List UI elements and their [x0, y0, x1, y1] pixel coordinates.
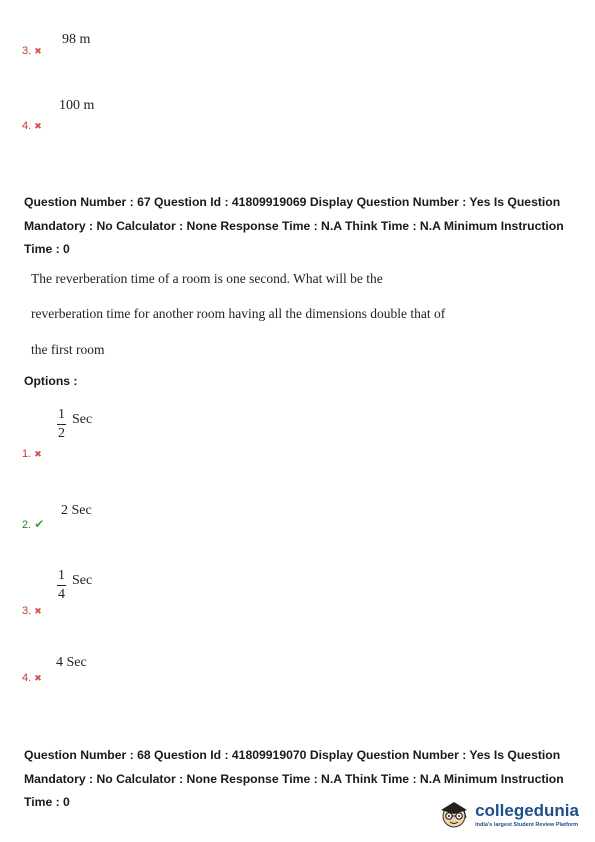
collegedunia-logo: [436, 796, 579, 832]
fraction-bar: [57, 424, 66, 425]
option-number: 4.: [22, 672, 32, 684]
options-label: Options :: [24, 374, 78, 388]
option-2-text: 2 Sec: [61, 503, 92, 518]
mascot-icon: [436, 796, 472, 832]
prev-option-4-text: 100 m: [59, 98, 95, 113]
option-number: 2.: [22, 519, 32, 531]
cross-icon: ✖: [34, 606, 42, 616]
fraction: [57, 569, 66, 602]
option-1-content: [57, 408, 92, 441]
cross-icon: ✖: [34, 449, 42, 459]
question-68-meta: Question Number : 68 Question Id : 41809919070 Display Question Number : Yes Is Question Mandatory : No Calculator : None Response Time : N.A Think Time : N.A Minimum Instruction Time : 0: [24, 748, 564, 809]
prev-option-3: [22, 41, 42, 59]
prev-option-3-text: 98 m: [62, 32, 91, 47]
option-4: [22, 668, 42, 686]
check-icon: ✔: [34, 517, 45, 531]
option-1: [22, 444, 42, 462]
option-number: 1.: [22, 448, 32, 460]
cross-icon: ✖: [34, 46, 42, 56]
option-3: [22, 601, 42, 619]
cross-icon: ✖: [34, 673, 42, 683]
option-number: 4.: [22, 120, 32, 132]
question-text-line-2: reverberation time for another room having all the dimensions double that of: [31, 306, 446, 321]
option-2: [22, 515, 44, 533]
logo-tagline: India's largest Student Review Platform: [475, 821, 579, 828]
prev-option-4: [22, 116, 42, 134]
denominator: 4: [58, 587, 65, 602]
option-4-text: 4 Sec: [56, 655, 87, 670]
option-3-content: [57, 569, 92, 602]
option-1-unit: Sec: [72, 411, 93, 427]
question-67-meta: Question Number : 67 Question Id : 41809919069 Display Question Number : Yes Is Question Mandatory : No Calculator : None Response Time : N.A Think Time : N.A Minimum Instruction Time : 0: [24, 195, 564, 256]
question-text-line-3: the first room: [31, 342, 105, 357]
question-text-line-1: The reverberation time of a room is one second. What will be the: [31, 271, 383, 286]
cross-icon: ✖: [34, 121, 42, 131]
denominator: 2: [58, 426, 65, 441]
option-number: 3.: [22, 45, 32, 57]
numerator: 1: [58, 407, 65, 422]
logo-name: collegedunia: [475, 800, 579, 820]
option-3-unit: Sec: [72, 572, 93, 588]
option-number: 3.: [22, 605, 32, 617]
fraction-bar: [57, 585, 66, 586]
numerator: 1: [58, 568, 65, 583]
fraction: [57, 408, 66, 441]
